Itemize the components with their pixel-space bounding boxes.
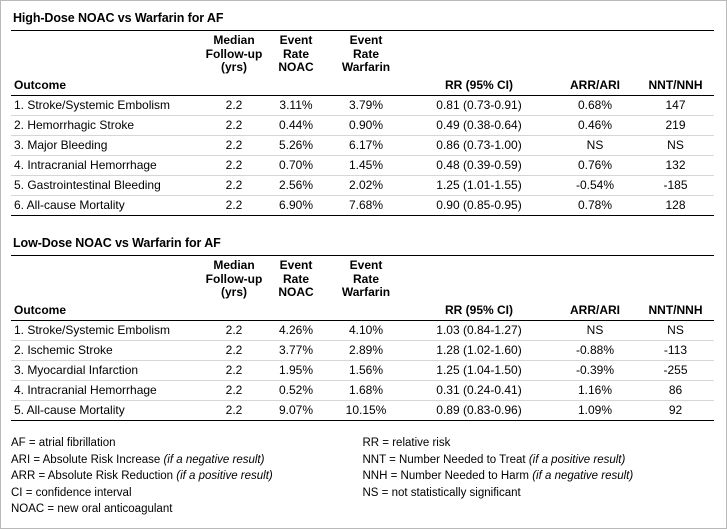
legend-right-5 <box>363 501 715 518</box>
cell-median: 2.2 <box>203 156 265 176</box>
table-row <box>11 196 714 216</box>
legend-line <box>11 485 714 502</box>
cell-event-rate-noac: 0.70% <box>265 156 327 176</box>
legend-line <box>11 468 714 485</box>
cell-nnt: 86 <box>637 381 714 401</box>
cell-outcome: 4. Intracranial Hemorrhage <box>11 381 203 401</box>
cell-median: 2.2 <box>203 176 265 196</box>
cell-median: 2.2 <box>203 136 265 156</box>
col-header-median-followup <box>203 31 265 96</box>
cell-arr: 1.09% <box>553 401 637 421</box>
median-line1: Median <box>213 33 255 47</box>
cell-rr: 0.86 (0.73-1.00) <box>405 136 553 156</box>
table-row <box>11 341 714 361</box>
table-row <box>11 156 714 176</box>
legend-abbr: AF = atrial fibrillation <box>11 437 116 449</box>
cell-rr: 1.25 (1.04-1.50) <box>405 361 553 381</box>
col-header-rr: RR (95% CI) <box>405 31 553 96</box>
section-spacer <box>11 216 716 234</box>
cell-rr: 0.89 (0.83-0.96) <box>405 401 553 421</box>
cell-event-rate-noac: 5.26% <box>265 136 327 156</box>
header-row <box>11 31 714 96</box>
cell-median: 2.2 <box>203 381 265 401</box>
cell-event-rate-warfarin: 6.17% <box>327 136 405 156</box>
ern-line2: Rate <box>282 271 309 286</box>
erw-line3: Warfarin <box>341 285 391 299</box>
cell-nnt: 92 <box>637 401 714 421</box>
cell-event-rate-warfarin: 4.10% <box>327 321 405 341</box>
table-row <box>11 116 714 136</box>
cell-event-rate-warfarin: 7.68% <box>327 196 405 216</box>
legend-abbr: NS = not statistically significant <box>362 486 521 499</box>
col-header-nnt-nnh: NNT/NNH <box>637 31 714 96</box>
cell-nnt: NS <box>637 321 714 341</box>
cell-median: 2.2 <box>203 96 265 116</box>
cell-rr: 1.03 (0.84-1.27) <box>405 321 553 341</box>
col-header-rr: RR (95% CI) <box>405 256 553 321</box>
legend-left-4 <box>11 485 363 502</box>
legend-left-1 <box>11 435 363 452</box>
cell-outcome: 5. Gastrointestinal Bleeding <box>11 176 203 196</box>
col-header-arr-ari: ARR/ARI <box>553 31 637 96</box>
cell-nnt: NS <box>637 136 714 156</box>
cell-outcome: 5. All-cause Mortality <box>11 401 203 421</box>
cell-outcome: 1. Stroke/Systemic Embolism <box>11 321 203 341</box>
legend-right-2 <box>363 452 715 469</box>
cell-arr: 0.46% <box>553 116 637 136</box>
table-header-low-dose <box>11 256 714 321</box>
legend-abbr: NOAC = new oral anticoagulant <box>11 503 173 515</box>
cell-rr: 0.49 (0.38-0.64) <box>405 116 553 136</box>
cell-rr: 0.90 (0.85-0.95) <box>405 196 553 216</box>
cell-rr: 0.31 (0.24-0.41) <box>405 381 553 401</box>
cell-median: 2.2 <box>203 341 265 361</box>
legend-line <box>11 435 714 452</box>
median-line1: Median <box>213 258 255 272</box>
ern-line1: Event <box>279 258 313 272</box>
col-header-nnt-nnh: NNT/NNH <box>637 256 714 321</box>
cell-event-rate-noac: 1.95% <box>265 361 327 381</box>
cell-median: 2.2 <box>203 116 265 136</box>
cell-event-rate-noac: 0.52% <box>265 381 327 401</box>
median-line2: Follow-up <box>205 46 263 61</box>
cell-nnt: -185 <box>637 176 714 196</box>
cell-median: 2.2 <box>203 196 265 216</box>
cell-arr: 0.78% <box>553 196 637 216</box>
cell-event-rate-warfarin: 10.15% <box>327 401 405 421</box>
legend-abbr: NNT = Number Needed to Treat <box>362 453 526 466</box>
cell-median: 2.2 <box>203 321 265 341</box>
table-row <box>11 176 714 196</box>
col-header-event-rate-noac <box>265 31 327 96</box>
cell-outcome: 1. Stroke/Systemic Embolism <box>11 96 203 116</box>
erw-line1: Event <box>349 258 383 272</box>
table-body-low-dose <box>11 321 714 421</box>
col-header-outcome: Outcome <box>11 31 203 96</box>
cell-arr: NS <box>553 321 637 341</box>
legend-right-3 <box>363 468 715 485</box>
legend-line <box>11 501 714 518</box>
cell-arr: -0.54% <box>553 176 637 196</box>
cell-nnt: 132 <box>637 156 714 176</box>
cell-arr: 1.16% <box>553 381 637 401</box>
cell-outcome: 4. Intracranial Hemorrhage <box>11 156 203 176</box>
legend-note: (if a negative result) <box>532 470 634 482</box>
cell-median: 2.2 <box>203 361 265 381</box>
table-header-high-dose <box>11 31 714 96</box>
ern-line3: NOAC <box>278 60 314 74</box>
legend-left-3 <box>11 468 363 485</box>
table-row <box>11 96 714 116</box>
section-title-low-dose: Low-Dose NOAC vs Warfarin for AF <box>13 236 221 250</box>
cell-event-rate-warfarin: 3.79% <box>327 96 405 116</box>
cell-outcome: 6. All-cause Mortality <box>11 196 203 216</box>
cell-rr: 1.28 (1.02-1.60) <box>405 341 553 361</box>
cell-outcome: 2. Ischemic Stroke <box>11 341 203 361</box>
col-header-event-rate-warfarin <box>327 31 405 96</box>
erw-line1: Event <box>349 33 383 47</box>
cell-arr: -0.39% <box>553 361 637 381</box>
erw-line2: Rate <box>352 46 379 61</box>
legend-abbr: NNH = Number Needed to Harm <box>362 470 529 482</box>
cell-rr: 0.48 (0.39-0.59) <box>405 156 553 176</box>
cell-event-rate-warfarin: 1.56% <box>327 361 405 381</box>
legend-right-4 <box>363 485 715 502</box>
cell-median: 2.2 <box>203 401 265 421</box>
legend-abbr: RR = relative risk <box>362 437 451 449</box>
cell-event-rate-noac: 9.07% <box>265 401 327 421</box>
ern-line2: Rate <box>282 46 309 61</box>
cell-nnt: 128 <box>637 196 714 216</box>
col-header-median-followup <box>203 256 265 321</box>
cell-rr: 0.81 (0.73-0.91) <box>405 96 553 116</box>
cell-nnt: -113 <box>637 341 714 361</box>
legend <box>11 435 714 518</box>
median-line3: (yrs) <box>220 60 247 74</box>
cell-event-rate-noac: 6.90% <box>265 196 327 216</box>
cell-event-rate-warfarin: 0.90% <box>327 116 405 136</box>
legend-note: (if a positive result) <box>176 470 273 482</box>
table-row <box>11 136 714 156</box>
cell-outcome: 2. Hemorrhagic Stroke <box>11 116 203 136</box>
table-high-dose <box>11 30 714 216</box>
ern-line3: NOAC <box>278 285 314 299</box>
cell-event-rate-warfarin: 2.89% <box>327 341 405 361</box>
legend-note: (if a negative result) <box>163 453 265 466</box>
legend-abbr: ARR = Absolute Risk Reduction <box>11 470 174 482</box>
cell-outcome: 3. Myocardial Infarction <box>11 361 203 381</box>
legend-line <box>11 452 714 469</box>
cell-rr: 1.25 (1.01-1.55) <box>405 176 553 196</box>
cell-nnt: 219 <box>637 116 714 136</box>
cell-arr: 0.68% <box>553 96 637 116</box>
cell-arr: 0.76% <box>553 156 637 176</box>
legend-abbr: ARI = Absolute Risk Increase <box>11 453 161 466</box>
col-header-outcome: Outcome <box>11 256 203 321</box>
legend-right-1 <box>363 435 715 452</box>
cell-event-rate-warfarin: 1.68% <box>327 381 405 401</box>
cell-nnt: 147 <box>637 96 714 116</box>
legend-abbr: CI = confidence interval <box>11 486 132 499</box>
table-row <box>11 361 714 381</box>
cell-event-rate-warfarin: 2.02% <box>327 176 405 196</box>
cell-event-rate-noac: 3.77% <box>265 341 327 361</box>
cell-event-rate-noac: 0.44% <box>265 116 327 136</box>
table-row <box>11 321 714 341</box>
erw-line2: Rate <box>352 271 379 286</box>
col-header-event-rate-warfarin <box>327 256 405 321</box>
cell-arr: NS <box>553 136 637 156</box>
erw-line3: Warfarin <box>341 60 391 74</box>
cell-event-rate-warfarin: 1.45% <box>327 156 405 176</box>
section-title-high-dose: High-Dose NOAC vs Warfarin for AF <box>13 11 224 25</box>
table-row <box>11 401 714 421</box>
median-line3: (yrs) <box>220 285 247 299</box>
legend-left-5 <box>11 501 363 518</box>
cell-outcome: 3. Major Bleeding <box>11 136 203 156</box>
cell-event-rate-noac: 4.26% <box>265 321 327 341</box>
ern-line1: Event <box>279 33 313 47</box>
table-row <box>11 381 714 401</box>
col-header-arr-ari: ARR/ARI <box>553 256 637 321</box>
cell-nnt: -255 <box>637 361 714 381</box>
table-low-dose <box>11 255 714 421</box>
cell-event-rate-noac: 2.56% <box>265 176 327 196</box>
median-line2: Follow-up <box>205 271 263 286</box>
cell-arr: -0.88% <box>553 341 637 361</box>
legend-note: (if a positive result) <box>528 453 626 466</box>
table-body-high-dose <box>11 96 714 216</box>
col-header-event-rate-noac <box>265 256 327 321</box>
cell-event-rate-noac: 3.11% <box>265 96 327 116</box>
header-row <box>11 256 714 321</box>
legend-left-2 <box>11 452 363 469</box>
